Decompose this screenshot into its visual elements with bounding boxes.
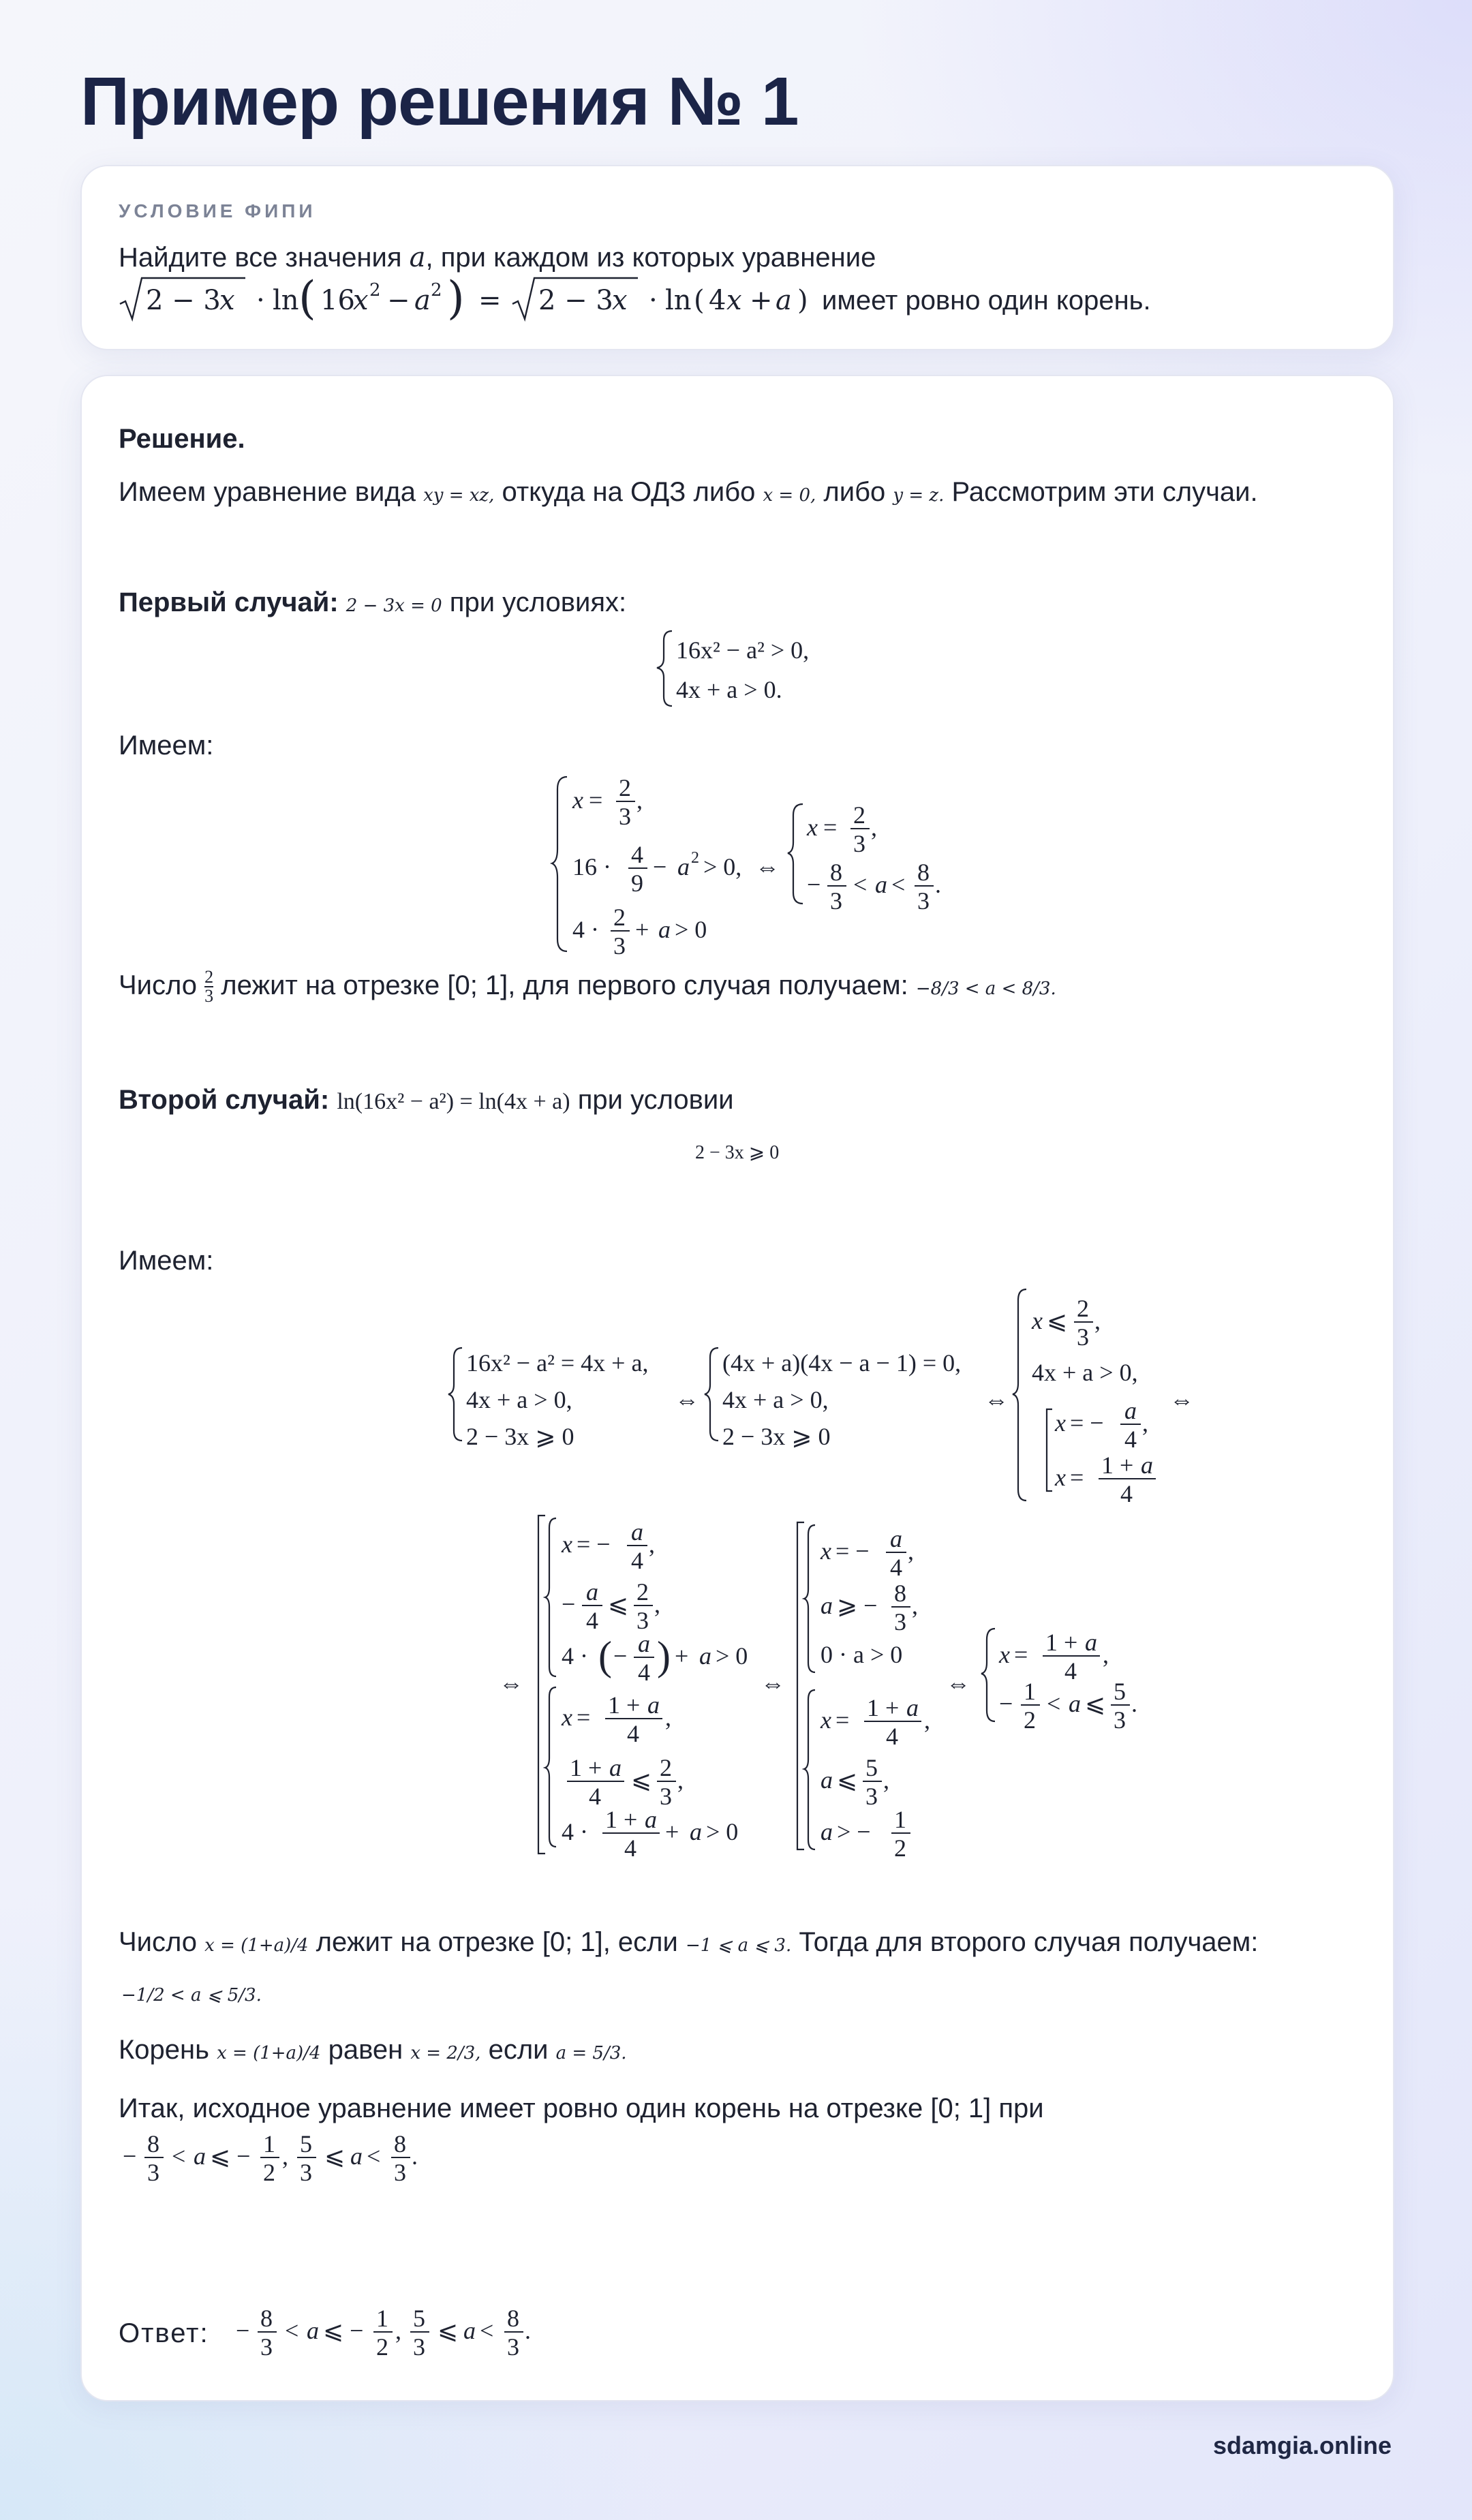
svg-text:4: 4 bbox=[1124, 1426, 1137, 1453]
svg-text:8: 8 bbox=[917, 859, 930, 886]
svg-text:=: = bbox=[589, 786, 603, 814]
svg-text:a: a bbox=[307, 2317, 319, 2344]
svg-text:=: = bbox=[1070, 1464, 1084, 1491]
case2-result: −1/2 < a ⩽ 5/3. bbox=[121, 1985, 262, 2006]
svg-text:a: a bbox=[875, 871, 887, 898]
solution-heading: Решение. bbox=[119, 424, 245, 454]
svg-text:+: + bbox=[750, 285, 773, 316]
svg-text:2 − 3x ⩾ 0: 2 − 3x ⩾ 0 bbox=[722, 1423, 831, 1450]
svg-text:a: a bbox=[638, 1630, 650, 1657]
svg-text:−: − bbox=[562, 1591, 576, 1618]
svg-text:2: 2 bbox=[637, 1578, 649, 1605]
svg-text:1 +: 1 + bbox=[605, 1806, 638, 1833]
svg-text:=: = bbox=[577, 1704, 591, 1731]
svg-text:3: 3 bbox=[853, 830, 865, 857]
svg-text:2: 2 bbox=[894, 1834, 906, 1862]
svg-text:5: 5 bbox=[1114, 1678, 1126, 1705]
svg-text:a: a bbox=[647, 1691, 660, 1719]
svg-text:4: 4 bbox=[638, 1659, 650, 1686]
svg-text:x: x bbox=[353, 285, 369, 316]
svg-text:3: 3 bbox=[660, 1783, 672, 1810]
svg-text:a: a bbox=[609, 1754, 622, 1781]
svg-text:⇔: ⇔ bbox=[755, 853, 780, 880]
svg-text:1: 1 bbox=[263, 2130, 275, 2157]
svg-text:a: a bbox=[194, 2142, 206, 2170]
case2-have: Имеем: bbox=[119, 1246, 214, 1276]
svg-text:1 +: 1 + bbox=[570, 1754, 602, 1781]
svg-text:2 − 3x ⩾ 0: 2 − 3x ⩾ 0 bbox=[466, 1423, 574, 1450]
svg-text:3: 3 bbox=[637, 1607, 649, 1634]
svg-text:3: 3 bbox=[613, 932, 626, 959]
svg-text:3: 3 bbox=[1077, 1323, 1089, 1351]
svg-text:2: 2 bbox=[1024, 1706, 1036, 1734]
svg-text:4x + a > 0,: 4x + a > 0, bbox=[466, 1386, 572, 1413]
svg-text:(: ( bbox=[298, 272, 316, 324]
svg-text:4: 4 bbox=[624, 1834, 637, 1862]
svg-text:1 +: 1 + bbox=[1045, 1629, 1078, 1656]
condition-card bbox=[80, 165, 1394, 350]
svg-text:⇔: ⇔ bbox=[499, 1670, 523, 1697]
solution-card bbox=[80, 375, 1394, 2401]
svg-text:a: a bbox=[821, 1818, 833, 1845]
svg-text:−: − bbox=[653, 853, 667, 880]
svg-text:2: 2 bbox=[376, 2333, 388, 2361]
svg-text:4: 4 bbox=[709, 285, 726, 316]
svg-text:<: < bbox=[285, 2317, 299, 2344]
svg-text:.: . bbox=[1131, 1690, 1137, 1717]
svg-text:x: x bbox=[1055, 1464, 1066, 1491]
svg-text:⩾ −: ⩾ − bbox=[837, 1592, 878, 1619]
svg-text:,: , bbox=[1103, 1641, 1109, 1668]
svg-text:−: − bbox=[613, 1642, 628, 1670]
svg-text:,: , bbox=[871, 814, 877, 841]
svg-text:a: a bbox=[677, 853, 690, 880]
svg-text:⩽: ⩽ bbox=[324, 2142, 346, 2170]
svg-text:> −: > − bbox=[837, 1818, 871, 1845]
answer-label: Ответ: bbox=[119, 2318, 209, 2348]
svg-text:<: < bbox=[891, 871, 906, 898]
svg-text:имеет ровно один корень.: имеет ровно один корень. bbox=[822, 286, 1151, 316]
svg-text:+: + bbox=[675, 1642, 689, 1670]
svg-text:a: a bbox=[1141, 1451, 1153, 1479]
svg-text:16 ·: 16 · bbox=[572, 853, 611, 880]
case1-have: Имеем: bbox=[119, 731, 214, 760]
svg-text:<: < bbox=[367, 2142, 381, 2170]
svg-text:> 0: > 0 bbox=[706, 1818, 739, 1845]
svg-text:a: a bbox=[658, 916, 671, 943]
svg-text:1 +: 1 + bbox=[608, 1691, 641, 1719]
svg-text:,: , bbox=[395, 2317, 401, 2344]
case1-line: Первый случай: 2 − 3x = 0 при условиях: bbox=[119, 587, 627, 617]
svg-text:a: a bbox=[645, 1806, 657, 1833]
svg-text:2: 2 bbox=[660, 1754, 672, 1781]
svg-text:⩽ −: ⩽ − bbox=[323, 2317, 364, 2344]
svg-text:3: 3 bbox=[830, 887, 842, 915]
svg-text:16: 16 bbox=[320, 285, 355, 316]
svg-text:ln: ln bbox=[665, 285, 692, 316]
svg-text:,: , bbox=[1142, 1409, 1148, 1436]
svg-text:4x + a > 0,: 4x + a > 0, bbox=[1032, 1359, 1138, 1386]
svg-text:x: x bbox=[807, 814, 818, 841]
svg-text:4x + a > 0,: 4x + a > 0, bbox=[722, 1386, 829, 1413]
svg-text:): ) bbox=[797, 285, 808, 316]
svg-text:x: x bbox=[726, 285, 742, 316]
svg-text:.: . bbox=[935, 871, 941, 898]
svg-text:·: · bbox=[256, 285, 265, 316]
svg-text:,: , bbox=[654, 1591, 660, 1618]
svg-text:a: a bbox=[776, 285, 792, 316]
svg-text:a: a bbox=[1124, 1397, 1137, 1424]
case1-conclusion: Число $\frac{2}{3}$ лежит на отрезке [0; 1], для первого случая получаем: −8/3 < a < 8/3. bbox=[119, 967, 1056, 1007]
svg-text:⩽: ⩽ bbox=[1085, 1690, 1106, 1717]
svg-text:=: = bbox=[1014, 1641, 1028, 1668]
svg-text:1: 1 bbox=[376, 2305, 388, 2332]
svg-text:<: < bbox=[172, 2142, 186, 2170]
root-line: Корень x = (1+a)/4 равен x = 2/3, если a = 5/3. bbox=[119, 2035, 627, 2065]
svg-text:2 − 3: 2 − 3 bbox=[146, 285, 221, 316]
svg-text:3: 3 bbox=[865, 1783, 878, 1810]
svg-text:=: = bbox=[835, 1706, 850, 1734]
svg-text:=: = bbox=[823, 814, 838, 841]
svg-text:9: 9 bbox=[631, 870, 643, 897]
svg-text:1 +: 1 + bbox=[867, 1694, 900, 1721]
svg-text:16x² − a² > 0,: 16x² − a² > 0, bbox=[676, 636, 810, 664]
svg-text:(: ( bbox=[694, 285, 705, 316]
svg-text:a: a bbox=[690, 1818, 702, 1845]
svg-text:,: , bbox=[924, 1706, 930, 1734]
svg-text:> 0,: > 0, bbox=[703, 853, 742, 880]
svg-text:2: 2 bbox=[613, 904, 626, 931]
svg-text:−: − bbox=[999, 1690, 1013, 1717]
svg-text:x: x bbox=[219, 285, 235, 316]
svg-text:<: < bbox=[1047, 1690, 1061, 1717]
svg-text:<: < bbox=[480, 2317, 494, 2344]
svg-text:4 ·: 4 · bbox=[572, 916, 599, 943]
svg-text:x: x bbox=[562, 1531, 572, 1558]
case1-equivalence bbox=[552, 773, 1029, 957]
svg-text:⩽ −: ⩽ − bbox=[210, 2142, 251, 2170]
svg-text:,: , bbox=[883, 1766, 889, 1794]
svg-text:2: 2 bbox=[431, 280, 442, 301]
svg-text:(4x + a)(4x − a − 1) = 0,: (4x + a)(4x − a − 1) = 0, bbox=[722, 1349, 962, 1377]
svg-text:a: a bbox=[1069, 1690, 1081, 1717]
svg-text:> 0: > 0 bbox=[675, 916, 707, 943]
svg-text:a: a bbox=[821, 1592, 833, 1619]
summary-formula bbox=[121, 2125, 462, 2193]
svg-text:,: , bbox=[908, 1537, 914, 1565]
svg-text:3: 3 bbox=[894, 1608, 906, 1635]
case2-chain-row2 bbox=[423, 1509, 1213, 1863]
condition-line-1: Найдите все значения a, при каждом из которых уравнение bbox=[119, 242, 876, 273]
svg-text:1 +: 1 + bbox=[1101, 1451, 1134, 1479]
svg-text:x: x bbox=[999, 1641, 1010, 1668]
svg-text:3: 3 bbox=[300, 2159, 312, 2186]
svg-text:4: 4 bbox=[890, 1554, 902, 1581]
svg-text:−: − bbox=[236, 2317, 250, 2344]
svg-text:3: 3 bbox=[260, 2333, 273, 2361]
svg-text:= −: = − bbox=[835, 1537, 870, 1565]
case2-line: Второй случай: ln(16x² − a²) = ln(4x + a) при условии bbox=[119, 1085, 734, 1115]
svg-text:a: a bbox=[414, 285, 431, 316]
svg-text:8: 8 bbox=[147, 2130, 159, 2157]
svg-text:3: 3 bbox=[394, 2159, 406, 2186]
svg-text:5: 5 bbox=[300, 2130, 312, 2157]
svg-text:4: 4 bbox=[886, 1723, 898, 1750]
svg-text:3: 3 bbox=[147, 2159, 159, 2186]
svg-text:x: x bbox=[572, 786, 583, 814]
svg-text:1: 1 bbox=[894, 1806, 906, 1833]
svg-text:⇔: ⇔ bbox=[946, 1670, 970, 1697]
svg-text:,: , bbox=[677, 1766, 684, 1794]
svg-text:3: 3 bbox=[413, 2333, 425, 2361]
svg-text:4: 4 bbox=[589, 1783, 601, 1810]
svg-text:+: + bbox=[635, 916, 649, 943]
svg-text:2: 2 bbox=[853, 801, 865, 829]
svg-text:⇔: ⇔ bbox=[675, 1386, 699, 1413]
svg-text:a: a bbox=[350, 2142, 363, 2170]
condition-equation bbox=[116, 272, 1151, 328]
svg-text:0 · a > 0: 0 · a > 0 bbox=[821, 1641, 903, 1668]
svg-text:3: 3 bbox=[917, 887, 930, 915]
svg-text:): ) bbox=[447, 272, 465, 324]
svg-text:⩽: ⩽ bbox=[438, 2317, 459, 2344]
svg-text:⩽: ⩽ bbox=[631, 1766, 652, 1794]
svg-text:⩽: ⩽ bbox=[837, 1766, 858, 1794]
svg-text:4: 4 bbox=[631, 1547, 643, 1574]
svg-text:4: 4 bbox=[627, 1720, 639, 1747]
site-watermark: sdamgia.online bbox=[1212, 2431, 1392, 2459]
answer-formula bbox=[234, 2299, 575, 2367]
svg-text:8: 8 bbox=[394, 2130, 406, 2157]
svg-text:8: 8 bbox=[507, 2305, 519, 2332]
svg-text:a: a bbox=[699, 1642, 711, 1670]
svg-text:x: x bbox=[821, 1537, 831, 1565]
svg-text:3: 3 bbox=[619, 803, 631, 830]
svg-text:<: < bbox=[853, 871, 868, 898]
svg-text:,: , bbox=[665, 1704, 671, 1731]
svg-text:x: x bbox=[821, 1706, 831, 1734]
svg-text:8: 8 bbox=[830, 859, 842, 886]
svg-text:a: a bbox=[906, 1694, 919, 1721]
svg-text:> 0: > 0 bbox=[716, 1642, 748, 1670]
svg-text:a: a bbox=[631, 1518, 643, 1546]
svg-text:x: x bbox=[1055, 1409, 1066, 1436]
svg-text:−: − bbox=[123, 2142, 137, 2170]
svg-text:8: 8 bbox=[894, 1580, 906, 1607]
svg-text:=: = bbox=[478, 285, 502, 316]
case2-chain-row1 bbox=[368, 1287, 1213, 1505]
svg-text:−: − bbox=[387, 285, 410, 316]
page-title: Пример решения № 1 bbox=[80, 63, 799, 140]
svg-text:−: − bbox=[807, 871, 821, 898]
svg-text:⩽: ⩽ bbox=[1047, 1307, 1068, 1334]
summary-line: Итак, исходное уравнение имеет ровно один корень на отрезке [0; 1] при bbox=[119, 2093, 1044, 2123]
svg-text:= −: = − bbox=[1070, 1409, 1104, 1436]
svg-text:ln: ln bbox=[273, 285, 299, 316]
svg-text:4: 4 bbox=[586, 1607, 598, 1634]
svg-text:4 ·: 4 · bbox=[562, 1642, 588, 1670]
svg-text:a: a bbox=[463, 2317, 476, 2344]
svg-text:2: 2 bbox=[691, 849, 699, 867]
svg-text:.: . bbox=[525, 2317, 531, 2344]
svg-text:3: 3 bbox=[1114, 1706, 1126, 1734]
svg-text:x: x bbox=[1032, 1307, 1043, 1334]
svg-text:(: ( bbox=[598, 1633, 612, 1678]
case2-conclusion: Число x = (1+a)/4 лежит на отрезке [0; 1], если −1 ⩽ a ⩽ 3. Тогда для второго случая получаем: bbox=[119, 1927, 1259, 1957]
svg-text:= −: = − bbox=[577, 1531, 611, 1558]
condition-label: УСЛОВИЕ ФИПИ bbox=[119, 200, 316, 221]
svg-text:,: , bbox=[637, 786, 643, 814]
solution-intro: Имеем уравнение вида xy = xz, откуда на ОДЗ либо x = 0, либо y = z. Рассмотрим эти случаи. bbox=[119, 477, 1258, 507]
case2-condition: 2 − 3x ⩾ 0 bbox=[695, 1142, 780, 1163]
svg-text:⇔: ⇔ bbox=[761, 1670, 785, 1697]
svg-text:⩽: ⩽ bbox=[608, 1591, 629, 1618]
svg-text:5: 5 bbox=[865, 1754, 878, 1781]
svg-text:a: a bbox=[1085, 1629, 1097, 1656]
svg-text:,: , bbox=[1094, 1307, 1101, 1334]
svg-text:a: a bbox=[821, 1766, 833, 1794]
svg-text:5: 5 bbox=[413, 2305, 425, 2332]
svg-text:): ) bbox=[657, 1633, 671, 1678]
svg-text:3: 3 bbox=[507, 2333, 519, 2361]
svg-text:1: 1 bbox=[1024, 1678, 1036, 1705]
svg-text:+: + bbox=[665, 1818, 679, 1845]
var-a: a bbox=[409, 242, 426, 273]
svg-text:4: 4 bbox=[1064, 1657, 1077, 1685]
svg-text:2: 2 bbox=[619, 774, 631, 801]
svg-text:4x + a > 0.: 4x + a > 0. bbox=[676, 676, 782, 703]
svg-text:16x² − a² = 4x + a,: 16x² − a² = 4x + a, bbox=[466, 1349, 649, 1377]
svg-text:2: 2 bbox=[263, 2159, 275, 2186]
svg-text:4: 4 bbox=[631, 841, 643, 868]
svg-text:2 − 3: 2 − 3 bbox=[538, 285, 613, 316]
svg-text:8: 8 bbox=[260, 2305, 273, 2332]
svg-text:,: , bbox=[649, 1531, 655, 1558]
svg-text:4 ·: 4 · bbox=[562, 1818, 588, 1845]
svg-text:a: a bbox=[586, 1578, 598, 1605]
svg-text:·: · bbox=[649, 285, 658, 316]
svg-text:,: , bbox=[912, 1592, 918, 1619]
svg-text:2: 2 bbox=[1077, 1295, 1089, 1322]
case1-system bbox=[656, 628, 860, 710]
svg-text:x: x bbox=[562, 1704, 572, 1731]
svg-text:4: 4 bbox=[1120, 1480, 1133, 1507]
svg-text:.: . bbox=[412, 2142, 418, 2170]
svg-text:x: x bbox=[612, 285, 628, 316]
svg-text:,: , bbox=[282, 2142, 288, 2170]
svg-text:⇔: ⇔ bbox=[984, 1386, 1009, 1413]
svg-text:2: 2 bbox=[369, 280, 381, 301]
svg-text:a: a bbox=[890, 1525, 902, 1552]
svg-text:⇔: ⇔ bbox=[1169, 1386, 1194, 1413]
